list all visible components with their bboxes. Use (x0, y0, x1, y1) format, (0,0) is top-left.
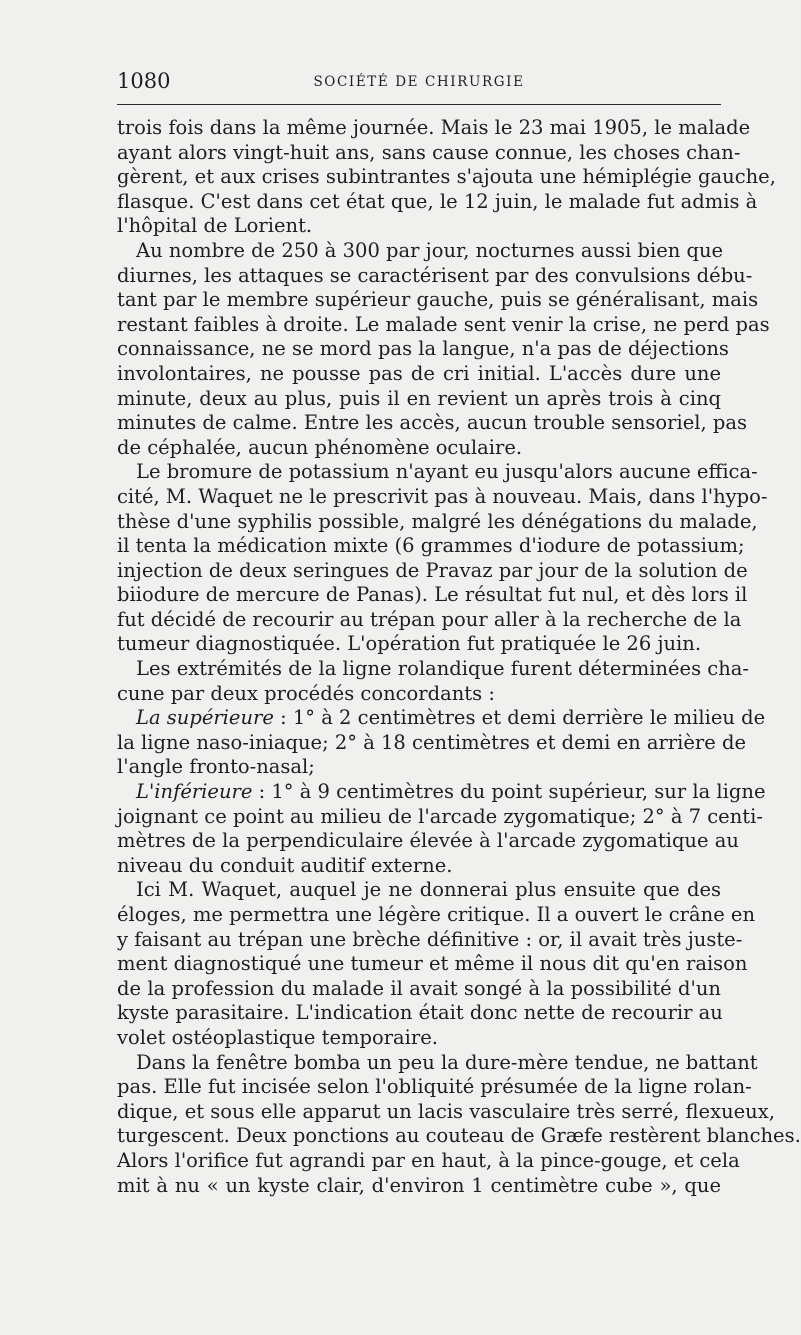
text-line: la ligne naso-iniaque; 2° à 18 centimètres et demi en arrière de (117, 730, 747, 754)
text-line: injection de deux seringues de Pravaz par jour de la solution de (117, 558, 748, 582)
text-line: y faisant au trépan une brèche définitive : or, il avait très juste- (117, 927, 743, 951)
text-line-rest: : 1° à 2 centimètres et demi derrière le milieu de (273, 706, 766, 730)
text-line: trois fois dans la même journée. Mais le 23 mai 1905, le malade (117, 116, 751, 139)
text-line: l'angle fronto-nasal; (117, 755, 315, 779)
text-line-rest: : 1° à 9 centimètres du point supérieur, sur la ligne (252, 780, 766, 804)
running-head (117, 68, 721, 96)
text-line: flasque. C'est dans cet état que, le 12 juin, le malade fut admis à (117, 189, 758, 213)
text-line: joignant ce point au milieu de l'arcade zygomatique; 2° à 7 centi- (117, 804, 763, 828)
text-line: pas. Elle fut incisée selon l'obliquité présumée de la ligne rolan- (117, 1075, 752, 1099)
italic-heading: L'inférieure (136, 780, 253, 804)
text-line: tumeur diagnostiquée. L'opération fut pratiquée le 26 juin. (117, 632, 702, 656)
text-line: volet ostéoplastique temporaire. (117, 1025, 438, 1049)
text-line: mètres de la perpendiculaire élevée à l'arcade zygomatique au (117, 829, 739, 853)
text-line: éloges, me permettra une légère critique. Il a ouvert le crâne en (117, 903, 756, 926)
text-line: dique, et sous elle apparut un lacis vasculaire très serré, flexueux, (117, 1099, 775, 1123)
text-line: minutes de calme. Entre les accès, aucun trouble sensoriel, pas (117, 411, 747, 435)
text-line: de la profession du malade il avait songé à la possibilité d'un (117, 976, 721, 1000)
text-line: fut décidé de recourir au trépan pour aller à la recherche de la (117, 607, 742, 631)
running-title: SOCIÉTÉ DE CHIRURGIE (313, 74, 525, 90)
text-line: Ici M. Waquet, auquel je ne donnerai plus ensuite que des (136, 878, 721, 902)
page-number: 1080 (117, 69, 171, 93)
text-line: l'hôpital de Lorient. (117, 214, 313, 238)
text-line: connaissance, ne se mord pas la langue, n'a pas de déjections (117, 337, 729, 361)
text-line: biiodure de mercure de Panas). Le résultat fut nul, et dès lors il (117, 583, 748, 607)
text-line: minute, deux au plus, puis il en revient un après trois à cinq (117, 386, 721, 410)
text-line: Alors l'orifice fut agrandi par en haut, à la pince-gouge, et cela (117, 1148, 740, 1172)
text-line: Le bromure de potassium n'ayant eu jusqu'alors aucune effica- (136, 460, 758, 484)
body-text (117, 116, 801, 1198)
text-line: Les extrémités de la ligne rolandique furent déterminées cha- (136, 657, 749, 681)
text-line-with-italic-head (117, 780, 766, 805)
text-line: diurnes, les attaques se caractérisent par des convulsions débu- (117, 263, 753, 287)
text-line: niveau du conduit auditif externe. (117, 853, 453, 877)
text-line-with-italic-head (117, 706, 766, 731)
text-line: Dans la fenêtre bomba un peu la dure-mère tendue, ne battant (136, 1050, 758, 1074)
text-line: il tenta la médication mixte (6 grammes d'iodure de potassium; (117, 534, 745, 558)
italic-heading: La supérieure (136, 706, 274, 730)
text-line: mit à nu « un kyste clair, d'environ 1 centimètre cube », que (117, 1173, 721, 1197)
text-line: involontaires, ne pousse pas de cri initial. L'accès dure une (117, 361, 721, 385)
header-rule (117, 104, 721, 105)
text-line: Au nombre de 250 à 300 par jour, nocturnes aussi bien que (136, 238, 724, 262)
text-line: ayant alors vingt-huit ans, sans cause connue, les choses chan- (117, 140, 741, 164)
text-line: turgescent. Deux ponctions au couteau de Græfe restèrent blanches. (117, 1124, 801, 1148)
text-line: cune par deux procédés concordants : (117, 681, 495, 705)
text-line: restant faibles à droite. Le malade sent venir la crise, ne perd pas (117, 312, 770, 336)
text-line: thèse d'une syphilis possible, malgré les dénégations du malade, (117, 509, 758, 533)
text-line: de céphalée, aucun phénomène oculaire. (117, 435, 523, 459)
text-line: cité, M. Waquet ne le prescrivit pas à nouveau. Mais, dans l'hypo- (117, 484, 768, 508)
text-line: kyste parasitaire. L'indication était donc nette de recourir au (117, 1001, 723, 1025)
text-line: tant par le membre supérieur gauche, puis se généralisant, mais (117, 288, 759, 312)
text-line: gèrent, et aux crises subintrantes s'ajouta une hémiplégie gauche, (117, 165, 776, 189)
text-line: ment diagnostiqué une tumeur et même il nous dit qu'en raison (117, 952, 748, 976)
